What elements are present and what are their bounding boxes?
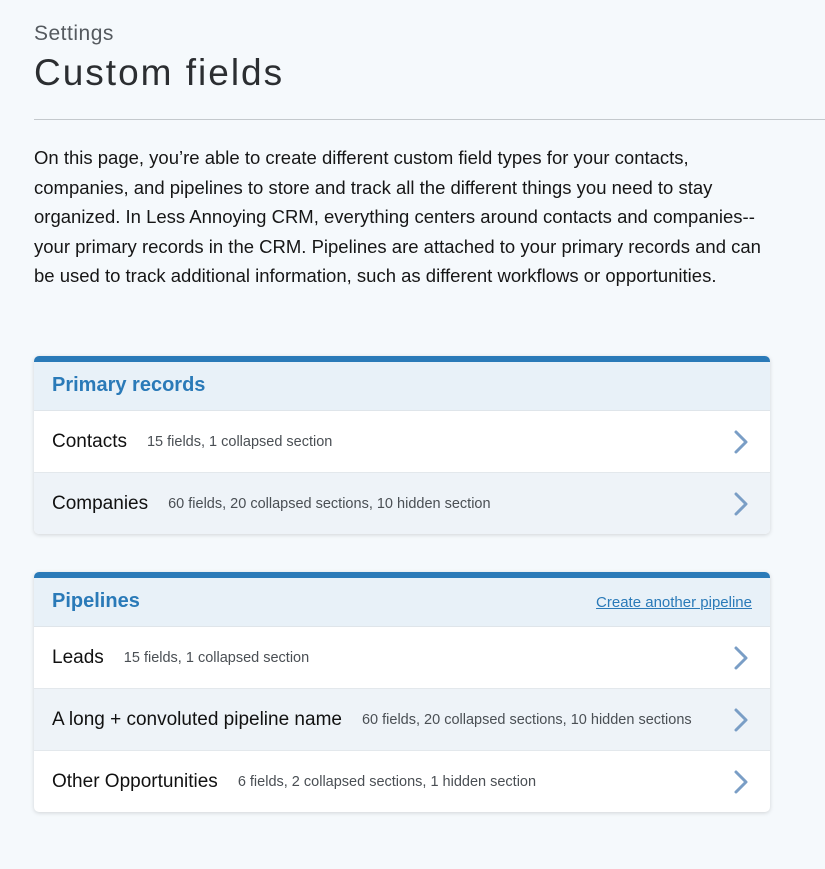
page-title: Custom fields	[34, 52, 285, 93]
chevron-right-icon	[732, 645, 750, 671]
record-meta: 15 fields, 1 collapsed section	[146, 433, 333, 450]
record-name: Contacts	[52, 430, 127, 452]
pipelines-card	[34, 572, 770, 812]
header-divider	[34, 119, 825, 120]
pipeline-name: Other Opportunities	[52, 770, 218, 792]
record-row-contacts[interactable]	[34, 411, 770, 473]
pipeline-name: Leads	[52, 646, 104, 668]
pipeline-row-leads[interactable]	[34, 627, 770, 689]
chevron-right-icon	[732, 707, 750, 733]
pipeline-meta: 15 fields, 1 collapsed section	[123, 649, 310, 666]
chevron-right-icon	[732, 769, 750, 795]
pipeline-name: A long + convoluted pipeline name	[52, 708, 342, 730]
pipeline-meta: 60 fields, 20 collapsed sections, 10 hidden sections	[361, 711, 692, 728]
pipeline-row-long-name[interactable]	[34, 689, 770, 751]
chevron-right-icon	[732, 429, 750, 455]
primary-records-title: Primary records	[52, 374, 206, 396]
record-name: Companies	[52, 492, 149, 514]
primary-records-header	[34, 362, 770, 411]
pipeline-meta: 6 fields, 2 collapsed sections, 1 hidden section	[237, 773, 537, 790]
pipeline-row-other-opportunities[interactable]	[34, 751, 770, 812]
create-pipeline-link[interactable]: Create another pipeline	[596, 594, 752, 611]
chevron-right-icon	[732, 491, 750, 517]
intro-text: On this page, you’re able to create different custom field types for your contacts, companies, and pipelines to store and track all the different things you need to stay organized. In Less Annoying CRM, everything centers around contacts and companies--your primary records in the CRM. Pipelines are attached to your primary records and can be used to track additional information, such as different workflows or opportunities.	[34, 147, 761, 286]
record-meta: 60 fields, 20 collapsed sections, 10 hidden section	[168, 495, 491, 512]
record-row-companies[interactable]	[34, 473, 770, 534]
pipelines-header	[34, 578, 770, 627]
pipelines-title: Pipelines	[52, 590, 140, 612]
breadcrumb[interactable]: Settings	[34, 22, 114, 45]
primary-records-card	[34, 356, 770, 534]
